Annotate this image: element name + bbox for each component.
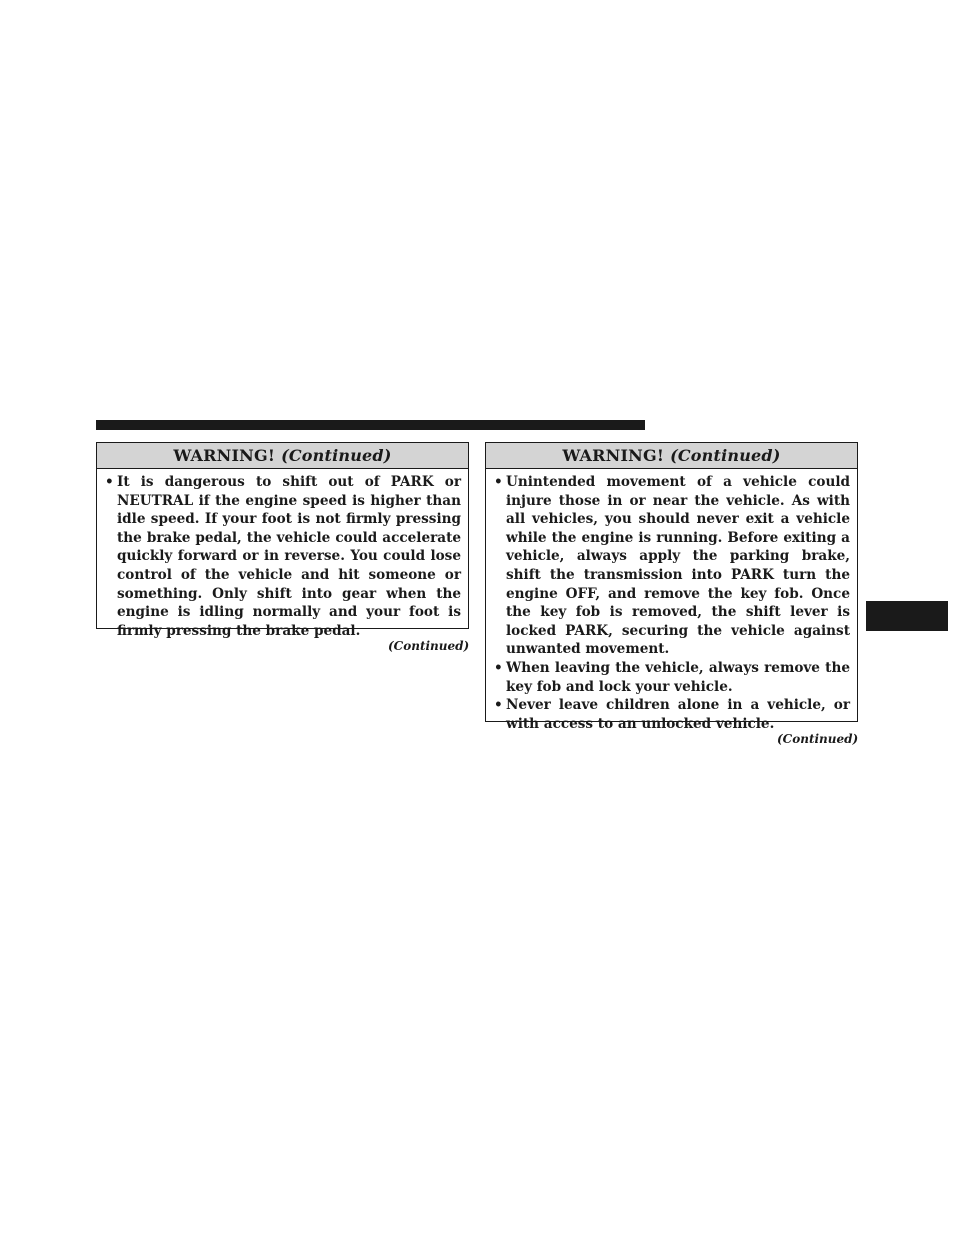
chapter-thumb-tab [866,601,948,631]
bullet-text: It is dangerous to shift out of PARK or NEUTRAL if the engine speed is higher than idle speed. If your foot is not firmly pressing the brake pedal, the vehicle could accelerate quickly forward or in reverse. You could lose control of the vehicle and hit someone or something. Only shift into gear when the engine is idling normally and your foot is firmly pressing the brake pedal. [117,474,461,639]
bullet-icon: • [494,697,503,714]
warning-bullet [494,659,850,696]
section-header-rule [96,420,645,430]
warning-title: WARNING! [562,446,665,465]
warning-box-left [96,442,469,639]
bullet-icon: • [494,659,503,676]
warning-body [486,469,857,733]
bullet-icon: • [105,474,114,490]
bullet-text: Never leave children alone in a vehicle, or with access to an unlocked vehicle. [506,697,850,732]
warning-title-suffix: (Continued) [670,446,781,465]
bullet-icon: • [494,474,503,490]
warning-header [486,443,857,469]
warning-title-suffix: (Continued) [281,446,392,465]
bullet-text: When leaving the vehicle, always remove the key fob and lock your vehicle. [506,659,850,695]
continued-note-right: (Continued) [777,732,859,746]
warning-bullet [494,696,850,733]
continued-note-left: (Continued) [388,639,470,653]
warning-bullet [105,473,461,640]
warning-box-right [485,442,858,732]
bullet-text: Unintended movement of a vehicle could injure those in or near the vehicle. As with all vehicles, you should never exit a vehicle while the engine is running. Before exiting a vehicle, always apply the parking brake, shift the transmission into PARK turn the engine OFF, and remove the key fob. Once the key fob is removed, the shift lever is locked PARK, securing the vehicle against unwanted movement. [506,474,850,658]
warning-title: WARNING! [173,446,276,465]
warning-body [97,469,468,640]
warning-header [97,443,468,469]
warning-bullet [494,473,850,659]
